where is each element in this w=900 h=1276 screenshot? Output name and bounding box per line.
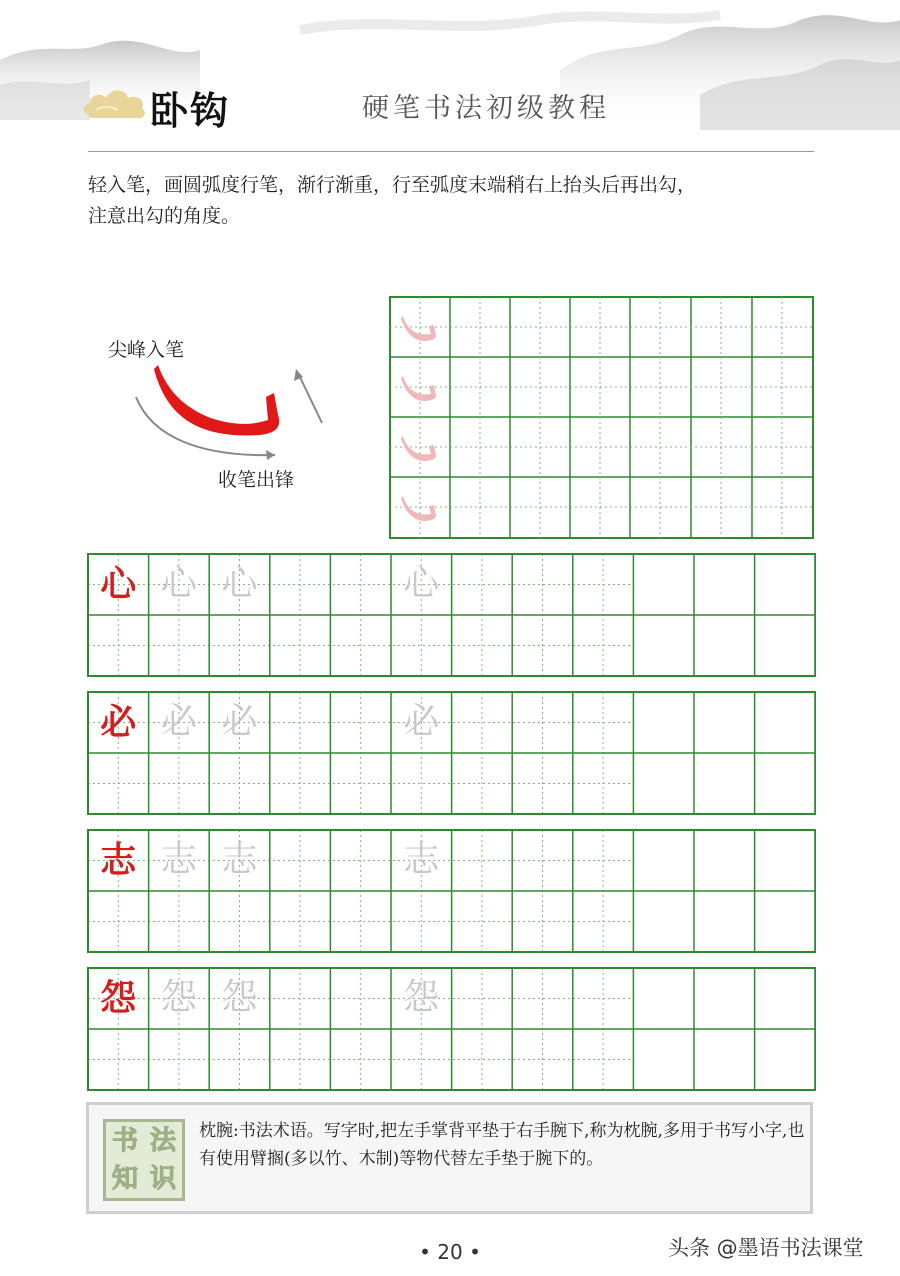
trace-character: 必 (221, 701, 258, 742)
seal-char: 知 (111, 1164, 138, 1194)
trace-character: 必 (403, 701, 440, 742)
trace-character: 心 (160, 563, 197, 604)
exit-direction-arrow (298, 373, 322, 423)
ghost-stroke-2 (401, 376, 436, 401)
trace-character: 心 (403, 563, 440, 604)
title-divider (88, 151, 814, 152)
header (0, 80, 900, 140)
trace-character: 志 (221, 839, 258, 880)
practice-row[interactable] (87, 553, 816, 677)
practice-row[interactable] (87, 967, 816, 1091)
instruction-text (88, 170, 818, 232)
trace-character: 怨 (160, 977, 197, 1018)
exit-label: 收笔出锋 (218, 469, 295, 491)
seal-char: 书 (111, 1126, 138, 1156)
instruction-line-2: 注意出勾的角度。 (88, 205, 241, 227)
knowledge-text: 枕腕:书法术语。写字时,把左手掌背平垫于右手腕下,称为枕腕,多用于书写小字,也有使用臂搁(多以竹、木制)等物代替左手垫于腕下的。 (199, 1121, 805, 1169)
knowledge-seal (103, 1119, 185, 1201)
model-character: 必 (100, 701, 137, 743)
lesson-title: 卧钩 (150, 89, 231, 133)
calligraphy-knowledge-box (86, 1102, 813, 1214)
instruction-line-1: 轻入笔，画圆弧度行笔，渐行渐重，行至弧度末端稍右上抬头后再出勾， (88, 174, 697, 196)
series-title: 硬笔书法初级教程 (362, 93, 610, 124)
ghost-stroke-1 (401, 316, 436, 341)
seal-char: 法 (149, 1126, 176, 1156)
page-number: • 20 • (419, 1240, 481, 1264)
trace-character: 志 (403, 839, 440, 880)
model-character: 怨 (100, 977, 137, 1019)
cloud-icon (82, 84, 148, 124)
ghost-stroke-3 (401, 436, 436, 461)
watermark: 头条 @墨语书法课堂 (668, 1236, 864, 1260)
model-character: 志 (100, 839, 137, 881)
trace-character: 志 (160, 839, 197, 880)
stroke-demonstration (100, 325, 360, 505)
trace-character: 怨 (403, 977, 440, 1018)
stroke-practice-grid[interactable] (389, 296, 815, 540)
practice-row[interactable] (87, 691, 816, 815)
model-character: 心 (100, 563, 137, 605)
trace-character: 必 (160, 701, 197, 742)
ghost-stroke-4 (401, 496, 436, 521)
wogou-stroke-diagram (100, 325, 360, 505)
red-hook-stroke (154, 365, 279, 435)
entry-label: 尖峰入笔 (108, 339, 185, 361)
trace-character: 心 (221, 563, 258, 604)
trace-character: 怨 (221, 977, 258, 1018)
practice-row[interactable] (87, 829, 816, 953)
seal-char: 识 (149, 1164, 176, 1194)
